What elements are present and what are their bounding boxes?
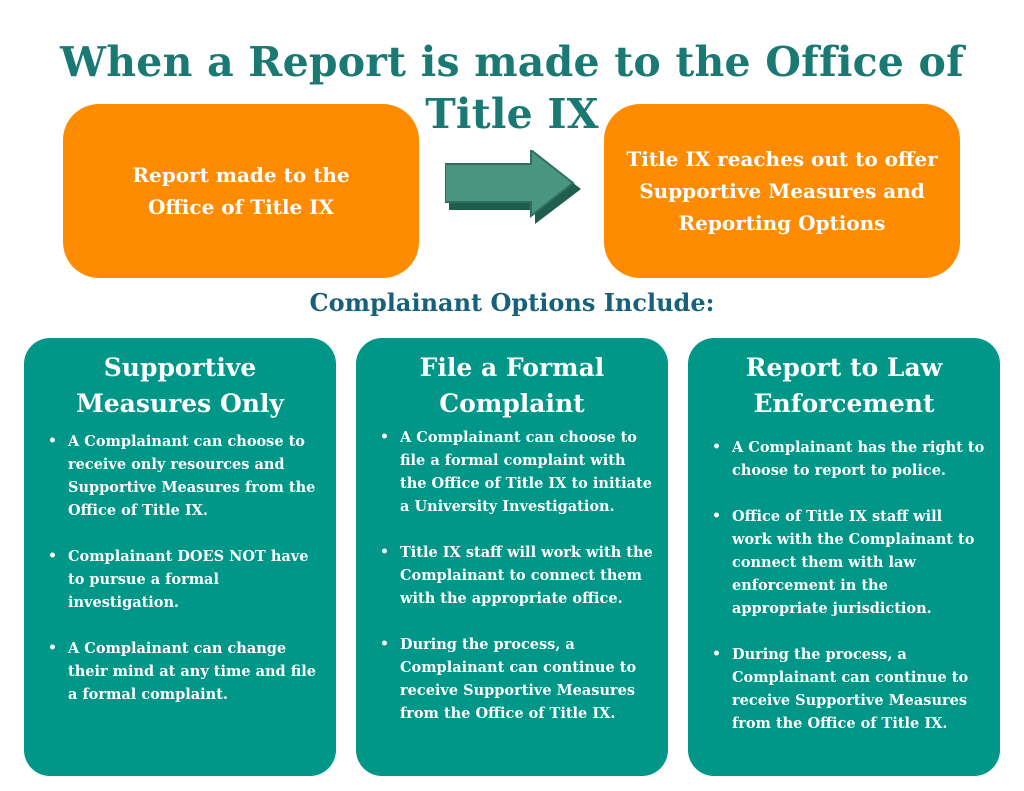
option-bullet: • A Complainant can change their mind at any time and file a formal complaint.	[24, 637, 322, 706]
option-bullet-list	[356, 426, 668, 725]
option-card-supportive-measures	[24, 338, 336, 776]
option-card-law-enforcement	[688, 338, 1000, 776]
title-ix-outreach-box	[604, 104, 960, 278]
title-ix-outreach-label: Title IX reaches out to offer Supportive Measures and Reporting Options	[626, 147, 938, 235]
report-made-label: Report made to the Office of Title IX	[132, 163, 350, 219]
option-heading: Supportive Measures Only	[76, 353, 284, 418]
option-heading: Report to Law Enforcement	[745, 353, 943, 418]
option-bullet-list	[688, 436, 1000, 735]
options-heading: Complainant Options Include:	[309, 288, 715, 317]
option-bullet: • During the process, a Complainant can continue to receive Supportive Measures from the Office of Title IX.	[688, 643, 986, 735]
option-bullet-list	[24, 430, 336, 706]
option-bullet: • Complainant DOES NOT have to pursue a formal investigation.	[24, 545, 322, 614]
option-bullet: • Office of Title IX staff will work with the Complainant to connect them with law enforcement in the appropriate jurisdiction.	[688, 505, 986, 620]
option-bullet: • Title IX staff will work with the Complainant to connect them with the appropriate office.	[356, 541, 654, 610]
right-arrow-icon	[445, 150, 581, 228]
option-card-formal-complaint	[356, 338, 668, 776]
option-bullet: • A Complainant can choose to file a formal complaint with the Office of Title IX to initiate a University Investigation.	[356, 426, 654, 518]
option-bullet: • During the process, a Complainant can continue to receive Supportive Measures from the Office of Title IX.	[356, 633, 654, 725]
option-heading: File a Formal Complaint	[419, 353, 605, 418]
option-bullet: • A Complainant can choose to receive only resources and Supportive Measures from the Office of Title IX.	[24, 430, 322, 522]
report-made-box	[63, 104, 419, 278]
page-title: When a Report is made to the Office of Title IX	[60, 38, 964, 138]
option-bullet: • A Complainant has the right to choose to report to police.	[688, 436, 986, 482]
